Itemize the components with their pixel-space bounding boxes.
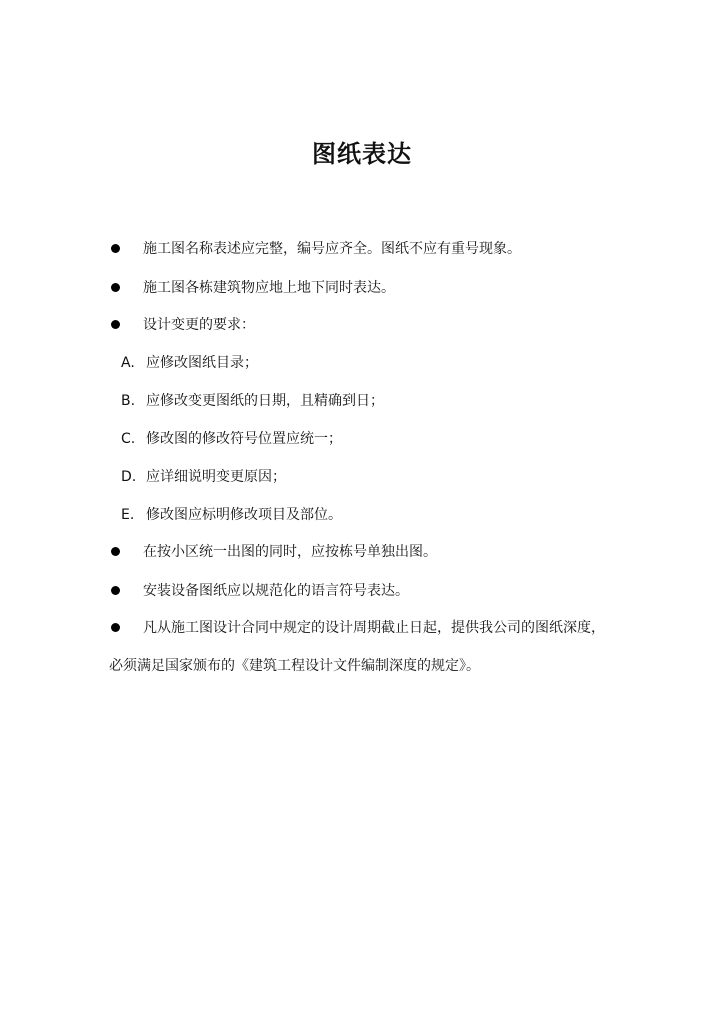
bullet-icon	[111, 283, 120, 292]
list-item-text: 施工图各栋建筑物应地上地下同时表达。	[143, 280, 395, 296]
bullet-icon	[111, 547, 120, 556]
sub-list-label: C.	[121, 431, 136, 447]
bullet-icon	[111, 320, 120, 329]
sub-list-label: A.	[121, 355, 135, 371]
bullet-icon	[111, 623, 120, 632]
sub-list-text: 应修改图纸目录；	[146, 355, 258, 371]
sub-list-text: 应修改变更图纸的日期，且精确到日；	[146, 393, 384, 409]
document-title: 图纸表达	[312, 140, 412, 168]
sub-list-text: 修改图的修改符号位置应统一；	[146, 431, 342, 447]
sub-list-text: 应详细说明变更原因；	[146, 469, 286, 485]
bullet-icon	[111, 244, 120, 253]
sub-list-label: D.	[121, 469, 137, 485]
list-item-text: 在按小区统一出图的同时，应按栋号单独出图。	[143, 544, 437, 560]
bullet-icon	[111, 586, 120, 595]
sub-list-label: B.	[121, 393, 136, 409]
list-item-text: 安装设备图纸应以规范化的语言符号表达。	[143, 583, 409, 599]
list-item-text: 凡从施工图设计合同中规定的设计周期截止日起，提供我公司的图纸深度，	[143, 620, 605, 636]
list-item-text: 设计变更的要求：	[143, 317, 255, 333]
sub-list-text: 修改图应标明修改项目及部位。	[146, 507, 342, 523]
sub-list-label: E.	[121, 507, 135, 523]
list-item-text: 施工图名称表述应完整，编号应齐全。图纸不应有重号现象。	[143, 241, 521, 257]
continuation-text: 必须满足国家颁布的《建筑工程设计文件编制深度的规定》。	[109, 658, 480, 674]
